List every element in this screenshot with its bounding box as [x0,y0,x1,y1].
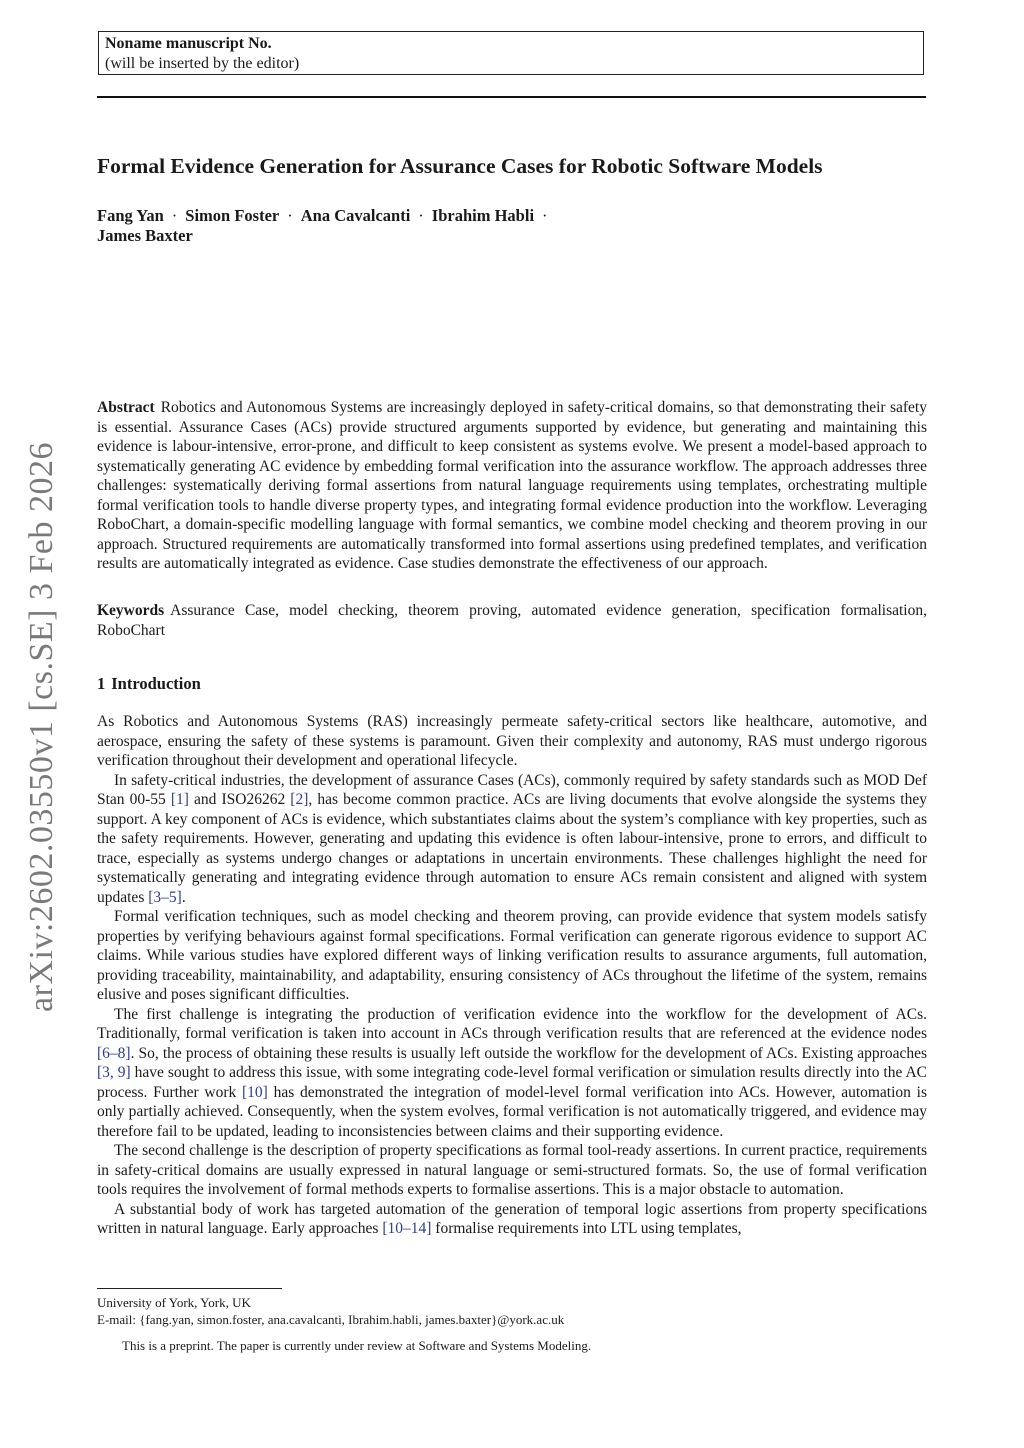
paragraph: The first challenge is integrating the production of verification evidence into the workflow for the development of ACs. Traditionally, formal verification is taken into account in ACs through verification results that are referenced at the evidence nodes [6–8]. So, the process of obtaining these results is usually left outside the workflow for the development of ACs. Existing approaches [3, 9] have sought to address this issue, with some integrating code-level formal verification or simulation results directly into the AC process. Further work [10] has demonstrated the integration of model-level formal verification into ACs. However, automation is only partially achieved. Consequently, when the system evolves, formal verification is not automatically triggered, and evidence may therefore fail to be updated, leading to inconsistencies between claims and their supporting evidence. [97,1005,928,1140]
citation-link[interactable]: [3–5] [148,888,182,906]
introduction-body [97,712,927,1239]
citation-link[interactable]: [6–8] [97,1044,131,1062]
author-name: James Baxter [97,226,193,245]
keywords-text: Assurance Case, model checking, theorem proving, automated evidence generation, specification formalisation, RoboChart [97,602,927,639]
paragraph: In safety-critical industries, the development of assurance Cases (ACs), commonly required by safety standards such as MOD Def Stan 00-55 [1] and ISO26262 [2], has become common practice. ACs are living documents that evolve alongside the systems they support. A key component of ACs is evidence, which substantiates claims about the system’s compliance with key properties, such as the safety requirements. However, generating and updating this evidence is often labour-intensive, prone to errors, and difficult to trace, especially as systems undergo changes or adaptations in uncertain environments. These challenges highlight the need for systematically generating and integrating evidence through automation to ensure ACs remain consistent and aligned with system updates [3–5]. [97,771,927,906]
keywords [97,601,927,640]
manuscript-number: Noname manuscript No. [105,35,272,52]
citation-link[interactable]: [10] [242,1083,268,1101]
section-number: 1 [97,674,106,693]
citation-link[interactable]: [2] [290,791,309,808]
paragraph: As Robotics and Autonomous Systems (RAS) increasingly permeate safety-critical sectors like healthcare, automotive, and aerospace, ensuring the safety of these systems is paramount. Given their complexity and autonomy, RAS must undergo rigorous verification throughout their development and operational lifecycle. [97,713,927,769]
author-separator: · [542,206,548,225]
preprint-note: This is a preprint. The paper is currently under review at Software and Systems Modeling. [122,1338,592,1353]
paragraph: Formal verification techniques, such as model checking and theorem proving, can provide evidence that system models satisfy properties by verifying behaviours against formal specifications. Formal verification can generate rigorous evidence to support AC claims. While various studies have explored different ways of linking verification results to assurance arguments, full automation, providing traceability, maintainability, and adaptability, ensuring consistency of ACs throughout the lifetime of the system, remains elusive and poses significant difficulties. [97,908,927,1003]
keywords-label: Keywords [97,602,165,619]
citation-link[interactable]: [1] [170,791,189,808]
abstract-label: Abstract [97,399,155,416]
abstract-text: Robotics and Autonomous Systems are increasingly deployed in safety-critical domains, so that demonstrating their safety is essential. Assurance Cases (ACs) provide structured arguments supported by evidence, but generating and maintaining this evidence is labour-intensive, error-prone, and difficult to keep consistent as systems evolve. We present a model-based approach to systematically generating AC evidence by embedding formal verification into the assurance workflow. The approach addresses three challenges: systematically deriving formal assertions from natural language requirements using templates, orchestrating multiple formal verification tools to handle diverse property types, and integrating formal evidence production into the workflow. Leveraging RoboChart, a domain-specific modelling language with formal semantics, we combine model checking and theorem proving in our approach. Structured requirements are automatically transformed into formal assertions using predefined templates, and verification results are automatically integrated as evidence. Case studies demonstrate the effectiveness of our approach. [97,399,927,572]
author-name: Ana Cavalcanti [300,206,411,225]
author-name: Simon Foster [185,206,280,225]
paragraph: The second challenge is the description of property specifications as formal tool-ready assertions. In current practice, requirements in safety-critical domains are usually expressed in natural language or semi-structured formats. So, the use of formal verification tools requires the involvement of formal methods experts to formalise assertions. This is a major obstacle to automation. [97,1142,927,1198]
abstract [97,398,927,574]
arxiv-side-stamp: arXiv:2602.03550v1 [cs.SE] 3 Feb 2026 [23,441,60,1012]
author-separator: · [171,206,178,225]
editor-note: (will be inserted by the editor) [105,55,300,72]
citation-link[interactable]: [3, 9] [97,1064,131,1081]
header-rule [97,96,926,98]
manuscript-box [98,31,924,75]
author-separator: · [287,206,293,225]
author-name: Ibrahim Habli [431,206,535,225]
section-heading [97,674,201,694]
footnote-rule [97,1288,282,1289]
author-name: Fang Yan [97,206,164,225]
section-title: Introduction [111,674,201,693]
paper-title: Formal Evidence Generation for Assurance Cases for Robotic Software Models [97,154,823,178]
citation-link[interactable]: [10–14] [382,1220,432,1237]
paragraph: A substantial body of work has targeted automation of the generation of temporal logic assertions from property specifications written in natural language. Early approaches [10–14] formalise requirements into LTL using templates, [97,1200,927,1237]
author-list [97,206,927,246]
author-affiliation: University of York, York, UK [97,1295,251,1310]
author-separator: · [418,206,424,225]
author-emails: E-mail: {fang.yan, simon.foster, ana.cavalcanti, Ibrahim.habli, james.baxter}@york.ac.uk [97,1312,565,1327]
